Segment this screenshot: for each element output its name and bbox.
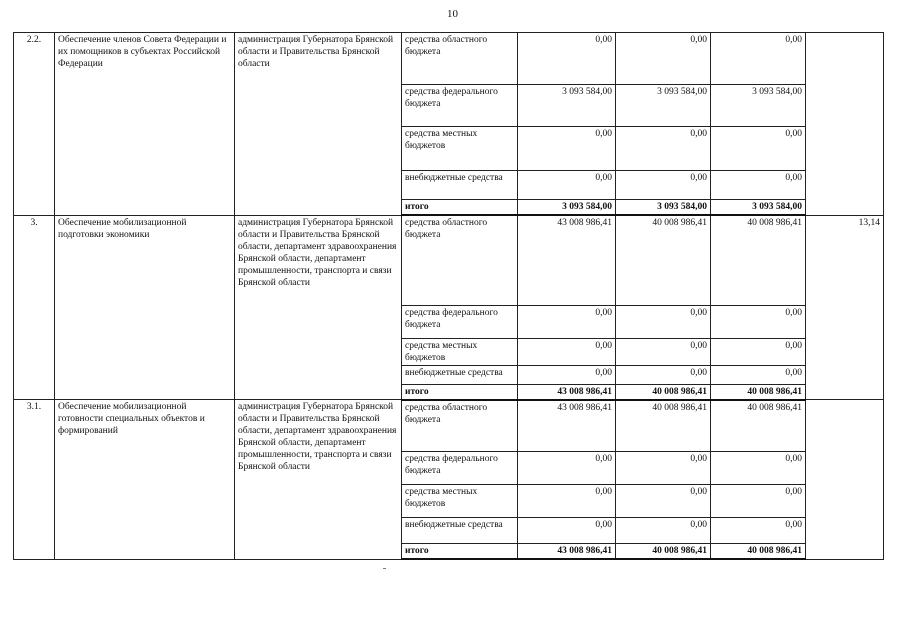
amount-year-2: 0,00 xyxy=(616,171,711,200)
amount-year-2: 0,00 xyxy=(616,485,711,518)
indicator-ref xyxy=(806,400,884,560)
funding-source-label: средства местных бюджетов xyxy=(402,338,518,365)
total-year-2: 40 008 986,41 xyxy=(616,544,711,560)
funding-source-label: средства местных бюджетов xyxy=(402,485,518,518)
funding-source-label: внебюджетные средства xyxy=(402,365,518,384)
amount-year-1: 43 008 986,41 xyxy=(518,400,616,452)
amount-year-3: 40 008 986,41 xyxy=(711,400,806,452)
amount-year-3: 0,00 xyxy=(711,338,806,365)
funding-source-label: средства областного бюджета xyxy=(402,215,518,305)
table-row xyxy=(14,215,884,305)
item-name: Обеспечение мобилизационной подготовки экономики xyxy=(55,215,235,400)
funding-source-label: средства местных бюджетов xyxy=(402,127,518,171)
item-executor: администрация Губернатора Брянской области и Правительства Брянской области, департамент здравоохранения Брянской области, департамент промышленности, транспорта и связи Брянской области xyxy=(235,400,402,560)
total-year-3: 40 008 986,41 xyxy=(711,384,806,400)
amount-year-2: 0,00 xyxy=(616,365,711,384)
amount-year-2: 0,00 xyxy=(616,452,711,485)
amount-year-2: 3 093 584,00 xyxy=(616,85,711,127)
funding-source-label: средства федерального бюджета xyxy=(402,452,518,485)
total-year-2: 40 008 986,41 xyxy=(616,384,711,400)
amount-year-1: 0,00 xyxy=(518,365,616,384)
funding-source-label: средства федерального бюджета xyxy=(402,85,518,127)
amount-year-1: 0,00 xyxy=(518,171,616,200)
amount-year-3: 0,00 xyxy=(711,33,806,85)
amount-year-2: 0,00 xyxy=(616,33,711,85)
item-executor: администрация Губернатора Брянской области и Правительства Брянской области, департамент здравоохранения Брянской области, департамент промышленности, транспорта и связи Брянской области xyxy=(235,215,402,400)
table-row xyxy=(14,33,884,85)
table-row xyxy=(14,400,884,452)
total-label: итого xyxy=(402,544,518,560)
total-year-1: 43 008 986,41 xyxy=(518,384,616,400)
indicator-ref: 13,14 xyxy=(806,215,884,400)
amount-year-2: 40 008 986,41 xyxy=(616,215,711,305)
amount-year-1: 3 093 584,00 xyxy=(518,85,616,127)
amount-year-3: 0,00 xyxy=(711,452,806,485)
amount-year-2: 0,00 xyxy=(616,127,711,171)
amount-year-3: 3 093 584,00 xyxy=(711,85,806,127)
program-budget-table xyxy=(13,32,884,560)
amount-year-2: 0,00 xyxy=(616,518,711,544)
page-number: 10 xyxy=(447,8,458,20)
amount-year-1: 43 008 986,41 xyxy=(518,215,616,305)
amount-year-1: 0,00 xyxy=(518,452,616,485)
amount-year-2: 0,00 xyxy=(616,305,711,338)
amount-year-3: 0,00 xyxy=(711,365,806,384)
funding-source-label: средства федерального бюджета xyxy=(402,305,518,338)
total-year-1: 43 008 986,41 xyxy=(518,544,616,560)
item-number: 2.2. xyxy=(14,33,55,216)
funding-source-label: внебюджетные средства xyxy=(402,518,518,544)
amount-year-1: 0,00 xyxy=(518,485,616,518)
scan-speck xyxy=(383,568,386,569)
amount-year-1: 0,00 xyxy=(518,338,616,365)
item-number: 3. xyxy=(14,215,55,400)
item-name: Обеспечение мобилизационной готовности специальных объектов и формирований xyxy=(55,400,235,560)
total-year-3: 40 008 986,41 xyxy=(711,544,806,560)
amount-year-3: 0,00 xyxy=(711,127,806,171)
amount-year-2: 40 008 986,41 xyxy=(616,400,711,452)
funding-source-label: средства областного бюджета xyxy=(402,33,518,85)
indicator-ref xyxy=(806,33,884,216)
amount-year-1: 0,00 xyxy=(518,518,616,544)
amount-year-1: 0,00 xyxy=(518,127,616,171)
amount-year-3: 0,00 xyxy=(711,518,806,544)
item-name: Обеспечение членов Совета Федерации и их помощников в субъектах Российской Федерации xyxy=(55,33,235,216)
total-year-1: 3 093 584,00 xyxy=(518,200,616,216)
amount-year-1: 0,00 xyxy=(518,305,616,338)
item-executor: администрация Губернатора Брянской области и Правительства Брянской области xyxy=(235,33,402,216)
total-year-2: 3 093 584,00 xyxy=(616,200,711,216)
amount-year-3: 0,00 xyxy=(711,485,806,518)
funding-source-label: внебюджетные средства xyxy=(402,171,518,200)
item-number: 3.1. xyxy=(14,400,55,560)
total-label: итого xyxy=(402,200,518,216)
total-label: итого xyxy=(402,384,518,400)
amount-year-1: 0,00 xyxy=(518,33,616,85)
amount-year-3: 40 008 986,41 xyxy=(711,215,806,305)
amount-year-3: 0,00 xyxy=(711,305,806,338)
funding-source-label: средства областного бюджета xyxy=(402,400,518,452)
amount-year-3: 0,00 xyxy=(711,171,806,200)
total-year-3: 3 093 584,00 xyxy=(711,200,806,216)
amount-year-2: 0,00 xyxy=(616,338,711,365)
